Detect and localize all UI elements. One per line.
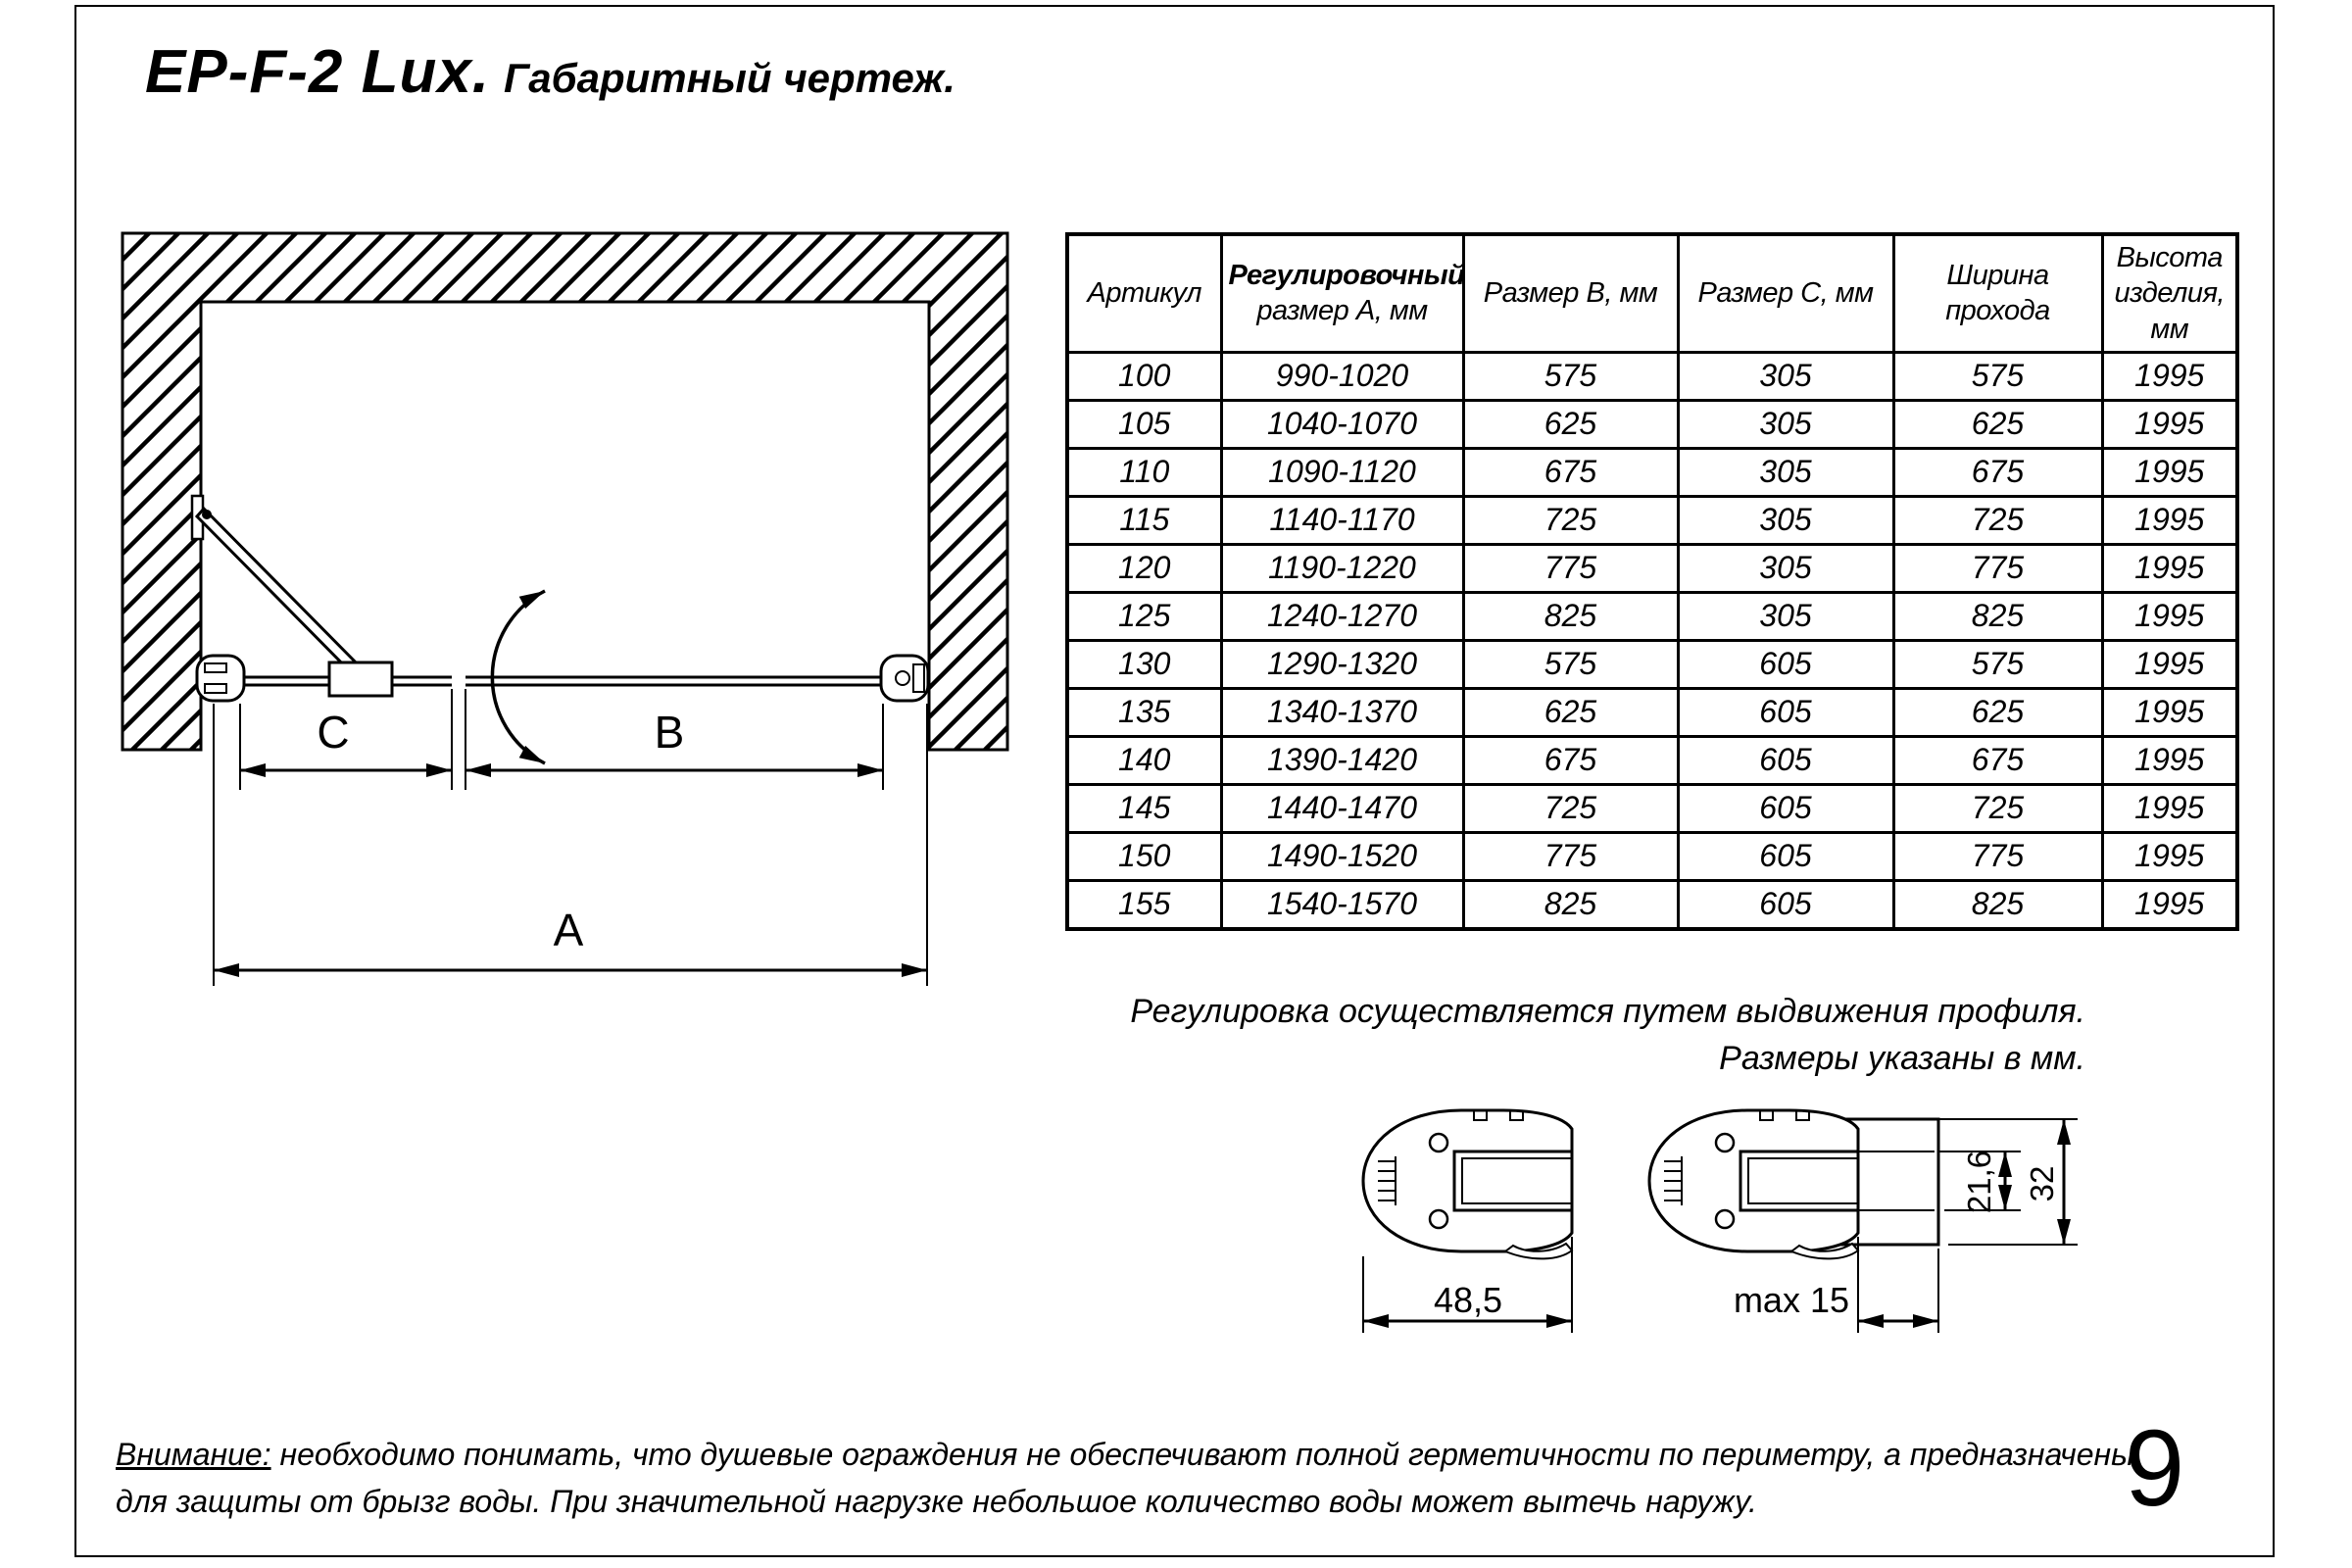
table-cell: 775 (1893, 544, 2102, 592)
table-row (1067, 544, 2237, 592)
table-cell: 110 (1067, 448, 1221, 496)
table-row (1067, 400, 2237, 448)
table-cell: 1290-1320 (1221, 640, 1463, 688)
table-cell: 575 (1463, 640, 1678, 688)
col-header-size-a: Регулировочный размер А, мм (1221, 234, 1463, 352)
table-cell: 305 (1678, 400, 1893, 448)
table-cell: 1995 (2102, 544, 2237, 592)
table-cell: 625 (1893, 688, 2102, 736)
col-header-height: Высота изделия, мм (2102, 234, 2237, 352)
table-cell: 625 (1893, 400, 2102, 448)
table-cell: 605 (1678, 832, 1893, 880)
table-cell: 1140-1170 (1221, 496, 1463, 544)
col-header-passage-width: Ширина прохода (1893, 234, 2102, 352)
table-cell: 605 (1678, 784, 1893, 832)
table-cell: 1995 (2102, 784, 2237, 832)
table-row (1067, 592, 2237, 640)
table-cell: 1995 (2102, 496, 2237, 544)
table-cell: 305 (1678, 352, 1893, 400)
table-cell: 1995 (2102, 640, 2237, 688)
table-cell: 1440-1470 (1221, 784, 1463, 832)
table-cell: 1995 (2102, 352, 2237, 400)
table-cell: 105 (1067, 400, 1221, 448)
table-cell: 605 (1678, 736, 1893, 784)
table-cell: 675 (1893, 448, 2102, 496)
spec-table-head (1067, 234, 2237, 352)
table-cell: 575 (1463, 352, 1678, 400)
table-cell: 775 (1463, 832, 1678, 880)
table-cell: 1995 (2102, 736, 2237, 784)
dim-48-5-label: 48,5 (1433, 1280, 1503, 1320)
table-cell: 305 (1678, 496, 1893, 544)
wall-profile-left (197, 656, 244, 701)
table-cell: 1995 (2102, 880, 2237, 929)
table-cell: 625 (1463, 400, 1678, 448)
table-row (1067, 832, 2237, 880)
col-header-size-c: Размер С, мм (1678, 234, 1893, 352)
dim-21-6-label: 21,6 (1961, 1150, 1997, 1214)
table-cell: 675 (1463, 448, 1678, 496)
warning-label: Внимание: (116, 1437, 271, 1472)
table-row (1067, 496, 2237, 544)
table-cell: 775 (1463, 544, 1678, 592)
table-row (1067, 736, 2237, 784)
table-cell: 115 (1067, 496, 1221, 544)
table-cell: 625 (1463, 688, 1678, 736)
spec-table-body (1067, 352, 2237, 929)
table-cell: 605 (1678, 880, 1893, 929)
table-cell: 100 (1067, 352, 1221, 400)
table-cell: 140 (1067, 736, 1221, 784)
table-cell: 775 (1893, 832, 2102, 880)
table-cell: 305 (1678, 592, 1893, 640)
table-cell: 1995 (2102, 832, 2237, 880)
table-row (1067, 784, 2237, 832)
dim-b-label: B (654, 707, 685, 758)
dim-c-label: C (317, 707, 350, 758)
col-header-size-b: Размер В, мм (1463, 234, 1678, 352)
page-title (145, 37, 956, 107)
table-cell: 825 (1893, 592, 2102, 640)
size-spec-table (1065, 232, 2239, 931)
dim-32-label: 32 (2024, 1165, 2060, 1202)
panel-connector (329, 662, 392, 696)
table-cell: 825 (1463, 592, 1678, 640)
page-subtitle: Габаритный чертеж. (504, 55, 956, 101)
table-cell: 1240-1270 (1221, 592, 1463, 640)
door-panel (466, 677, 888, 685)
table-cell: 130 (1067, 640, 1221, 688)
table-cell: 605 (1678, 688, 1893, 736)
dim-max15-label: max 15 (1733, 1280, 1849, 1320)
table-cell: 575 (1893, 640, 2102, 688)
table-cell: 725 (1893, 784, 2102, 832)
table-row (1067, 640, 2237, 688)
table-row (1067, 352, 2237, 400)
table-cell: 725 (1463, 784, 1678, 832)
table-cell: 725 (1893, 496, 2102, 544)
table-cell: 135 (1067, 688, 1221, 736)
note-line-1: Регулировка осуществляется путем выдвижения профиля. (1130, 993, 2085, 1030)
table-cell: 825 (1463, 880, 1678, 929)
product-code: EP-F-2 Lux. (145, 38, 491, 106)
table-cell: 1540-1570 (1221, 880, 1463, 929)
table-row (1067, 688, 2237, 736)
table-cell: 1090-1120 (1221, 448, 1463, 496)
table-cell: 145 (1067, 784, 1221, 832)
table-cell: 305 (1678, 544, 1893, 592)
warning-text (116, 1431, 2134, 1525)
table-cell: 990-1020 (1221, 352, 1463, 400)
table-cell: 120 (1067, 544, 1221, 592)
table-cell: 1995 (2102, 688, 2237, 736)
table-row (1067, 448, 2237, 496)
table-cell: 605 (1678, 640, 1893, 688)
table-cell: 150 (1067, 832, 1221, 880)
table-cell: 1995 (2102, 448, 2237, 496)
note-line-2: Размеры указаны в мм. (1719, 1040, 2085, 1078)
page-number: 9 (2125, 1408, 2185, 1529)
warning-line-2: для защиты от брызг воды. При значительной нагрузке небольшое количество воды может вытечь наружу. (116, 1484, 1757, 1519)
col-header-article: Артикул (1067, 234, 1221, 352)
wall-hatching (122, 233, 1007, 750)
table-cell: 1390-1420 (1221, 736, 1463, 784)
table-cell: 675 (1463, 736, 1678, 784)
table-cell: 305 (1678, 448, 1893, 496)
table-cell: 1490-1520 (1221, 832, 1463, 880)
support-bar (192, 496, 363, 678)
adjustment-notes (1130, 988, 2085, 1083)
table-cell: 1995 (2102, 592, 2237, 640)
table-row (1067, 880, 2237, 929)
niche-drawing (122, 233, 1007, 986)
table-cell: 825 (1893, 880, 2102, 929)
table-cell: 725 (1463, 496, 1678, 544)
table-cell: 1995 (2102, 400, 2237, 448)
table-cell: 1190-1220 (1221, 544, 1463, 592)
table-cell: 155 (1067, 880, 1221, 929)
table-cell: 675 (1893, 736, 2102, 784)
table-cell: 575 (1893, 352, 2102, 400)
warning-line-1: Внимание: необходимо понимать, что душевые ограждения не обеспечивают полной герметичности по периметру, а предназначены (116, 1437, 2134, 1472)
dim-a-label: A (553, 905, 584, 956)
table-cell: 125 (1067, 592, 1221, 640)
wall-profile-right (881, 656, 928, 701)
table-cell: 1340-1370 (1221, 688, 1463, 736)
table-cell: 1040-1070 (1221, 400, 1463, 448)
